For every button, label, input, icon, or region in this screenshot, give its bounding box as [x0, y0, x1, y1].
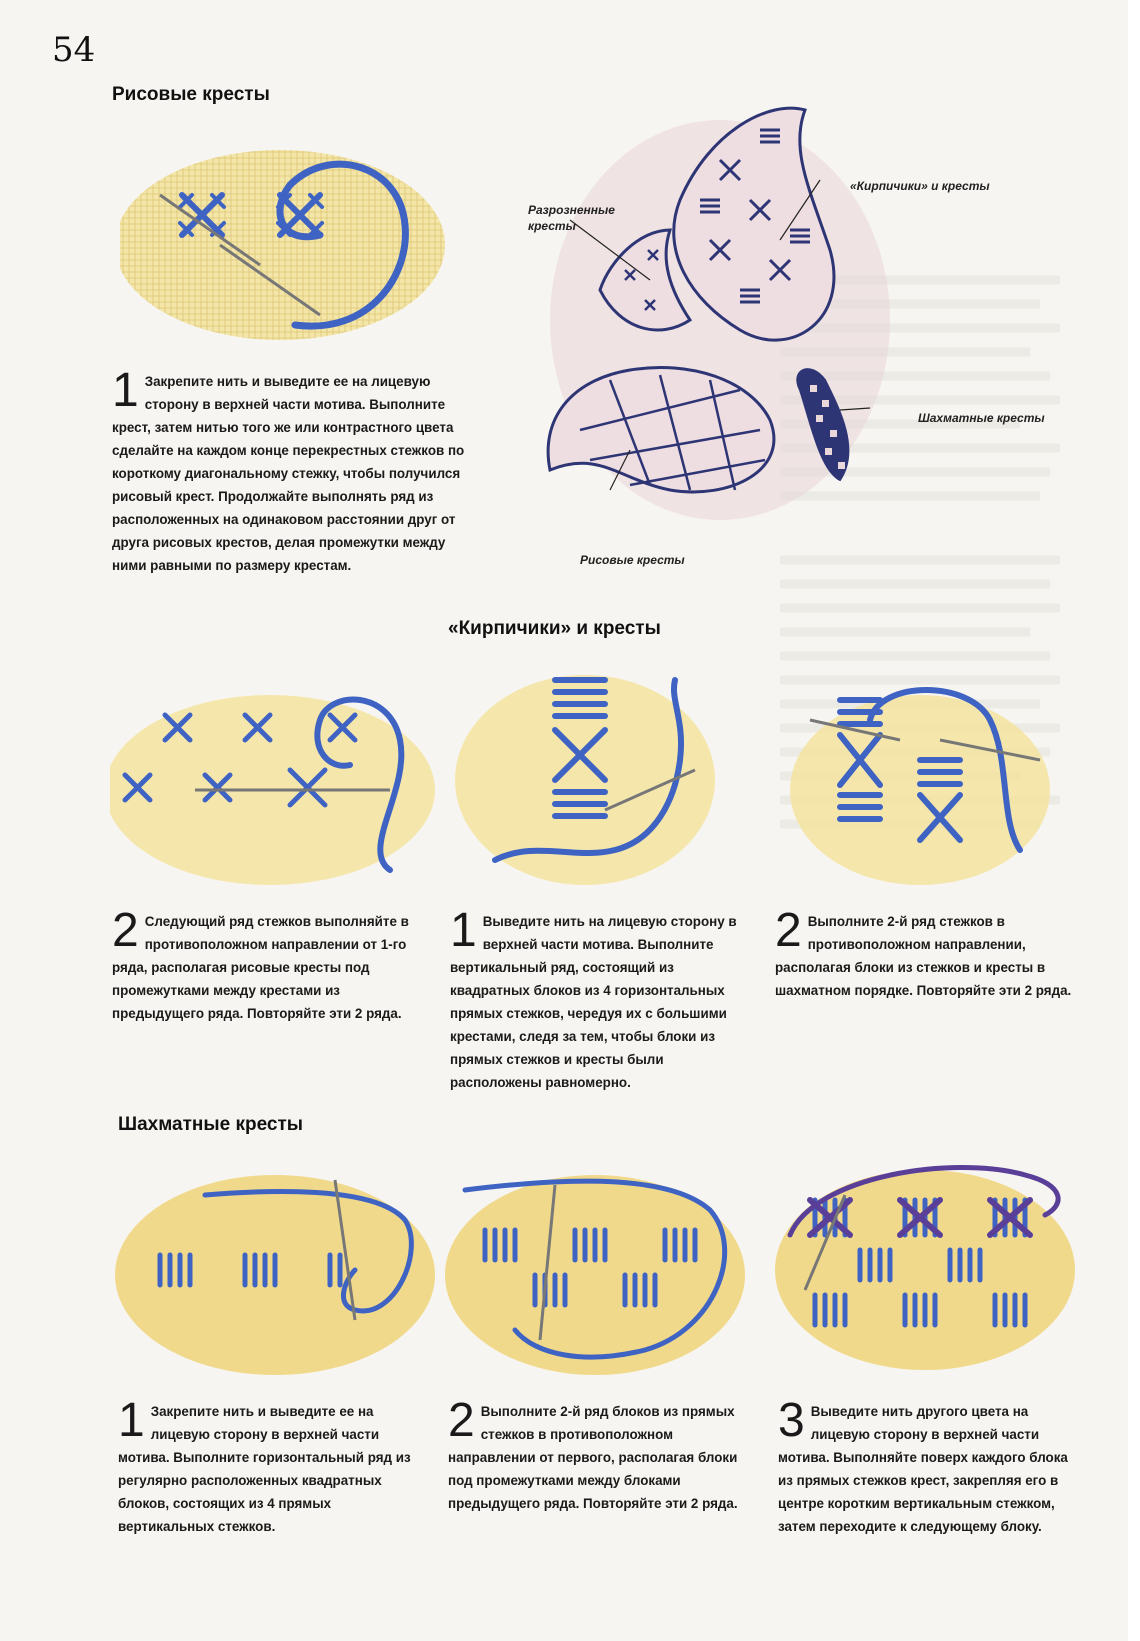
heading-checker-crosses: Шахматные кресты — [118, 1114, 303, 1135]
page-edge — [1128, 0, 1140, 1641]
step-number: 2 — [112, 904, 139, 957]
step-text: Выполните 2-й ряд стежков в противоположном направлении, располагая блоки из стежков и кресты в шахматном порядке. Повторяйте эти 2 ряда. — [775, 914, 1072, 998]
step-rice-1 — [112, 364, 467, 577]
page-number: 54 — [52, 30, 96, 70]
step-checker-2 — [448, 1394, 748, 1515]
heading-rice-crosses: Рисовые кресты — [112, 84, 270, 105]
illustration-bricks-step1 — [455, 660, 735, 890]
step-rice-2 — [112, 904, 432, 1025]
callout-bricks-crosses: «Кирпичики» и кресты — [850, 179, 990, 193]
step-text: Выведите нить на лицевую сторону в верхней части мотива. Выполните вертикальный ряд, состоящий из квадратных блоков из 4 горизонтальных прямых стежков, чередуя их с большими крестами, следя за тем, чтобы блоки из прямых стежков и кресты были расположены равномерно. — [450, 914, 737, 1090]
heading-bricks-crosses: «Кирпичики» и кресты — [448, 618, 661, 639]
illustration-motif — [540, 90, 900, 540]
illustration-checker-step1 — [115, 1160, 435, 1380]
step-checker-1 — [118, 1394, 418, 1538]
callout-checker-crosses: Шахматные кресты — [918, 411, 1045, 425]
step-text: Закрепите нить и выведите ее на лицевую сторону в верхней части мотива. Выполните крест, затем нитью того же или контрастного цвета сделайте на каждом конце перекрестных стежков по короткому диагональному стежку, чтобы получился рисовый крест. Продолжайте выполнять ряд из расположенных на одинаковом расстоянии друг от друга рисовых крестов, делая промежутки между ними равными по размеру крестам. — [112, 374, 465, 573]
step-bricks-1 — [450, 904, 750, 1094]
step-checker-3 — [778, 1394, 1078, 1538]
step-number: 1 — [112, 364, 139, 417]
illustration-bricks-step2 — [790, 680, 1070, 890]
illustration-checker-step2 — [445, 1160, 745, 1380]
step-number: 2 — [448, 1394, 475, 1447]
step-text: Выведите нить другого цвета на лицевую сторону в верхней части мотива. Выполняйте поверх каждого блока из прямых стежков крест, закрепляя его в центре коротким вертикальным стежком, затем переходите к следующему блоку. — [778, 1404, 1068, 1534]
illustration-checker-step3 — [775, 1155, 1075, 1380]
step-number: 1 — [450, 904, 477, 957]
illustration-rice-step1 — [120, 125, 450, 355]
step-text: Закрепите нить и выведите ее на лицевую сторону в верхней части мотива. Выполните горизонтальный ряд из регулярно расположенных квадратных блоков, состоящих из 4 прямых вертикальных стежков. — [118, 1404, 411, 1534]
step-bricks-2 — [775, 904, 1075, 1002]
step-text: Следующий ряд стежков выполняйте в противоположном направлении от 1-го ряда, располагая рисовые кресты под промежутками между крестами из предыдущего ряда. Повторяйте эти 2 ряда. — [112, 914, 409, 1021]
callout-scattered-crosses: Разрозненные кресты — [528, 203, 615, 233]
illustration-rice-step2 — [110, 680, 440, 890]
step-number: 2 — [775, 904, 802, 957]
step-number: 3 — [778, 1394, 805, 1447]
step-number: 1 — [118, 1394, 145, 1447]
callout-rice-crosses: Рисовые кресты — [580, 553, 685, 567]
step-text: Выполните 2-й ряд блоков из прямых стежков в противоположном направлении от первого, располагая блоки под промежутками между блоками предыдущего ряда. Повторяйте эти 2 ряда. — [448, 1404, 738, 1511]
